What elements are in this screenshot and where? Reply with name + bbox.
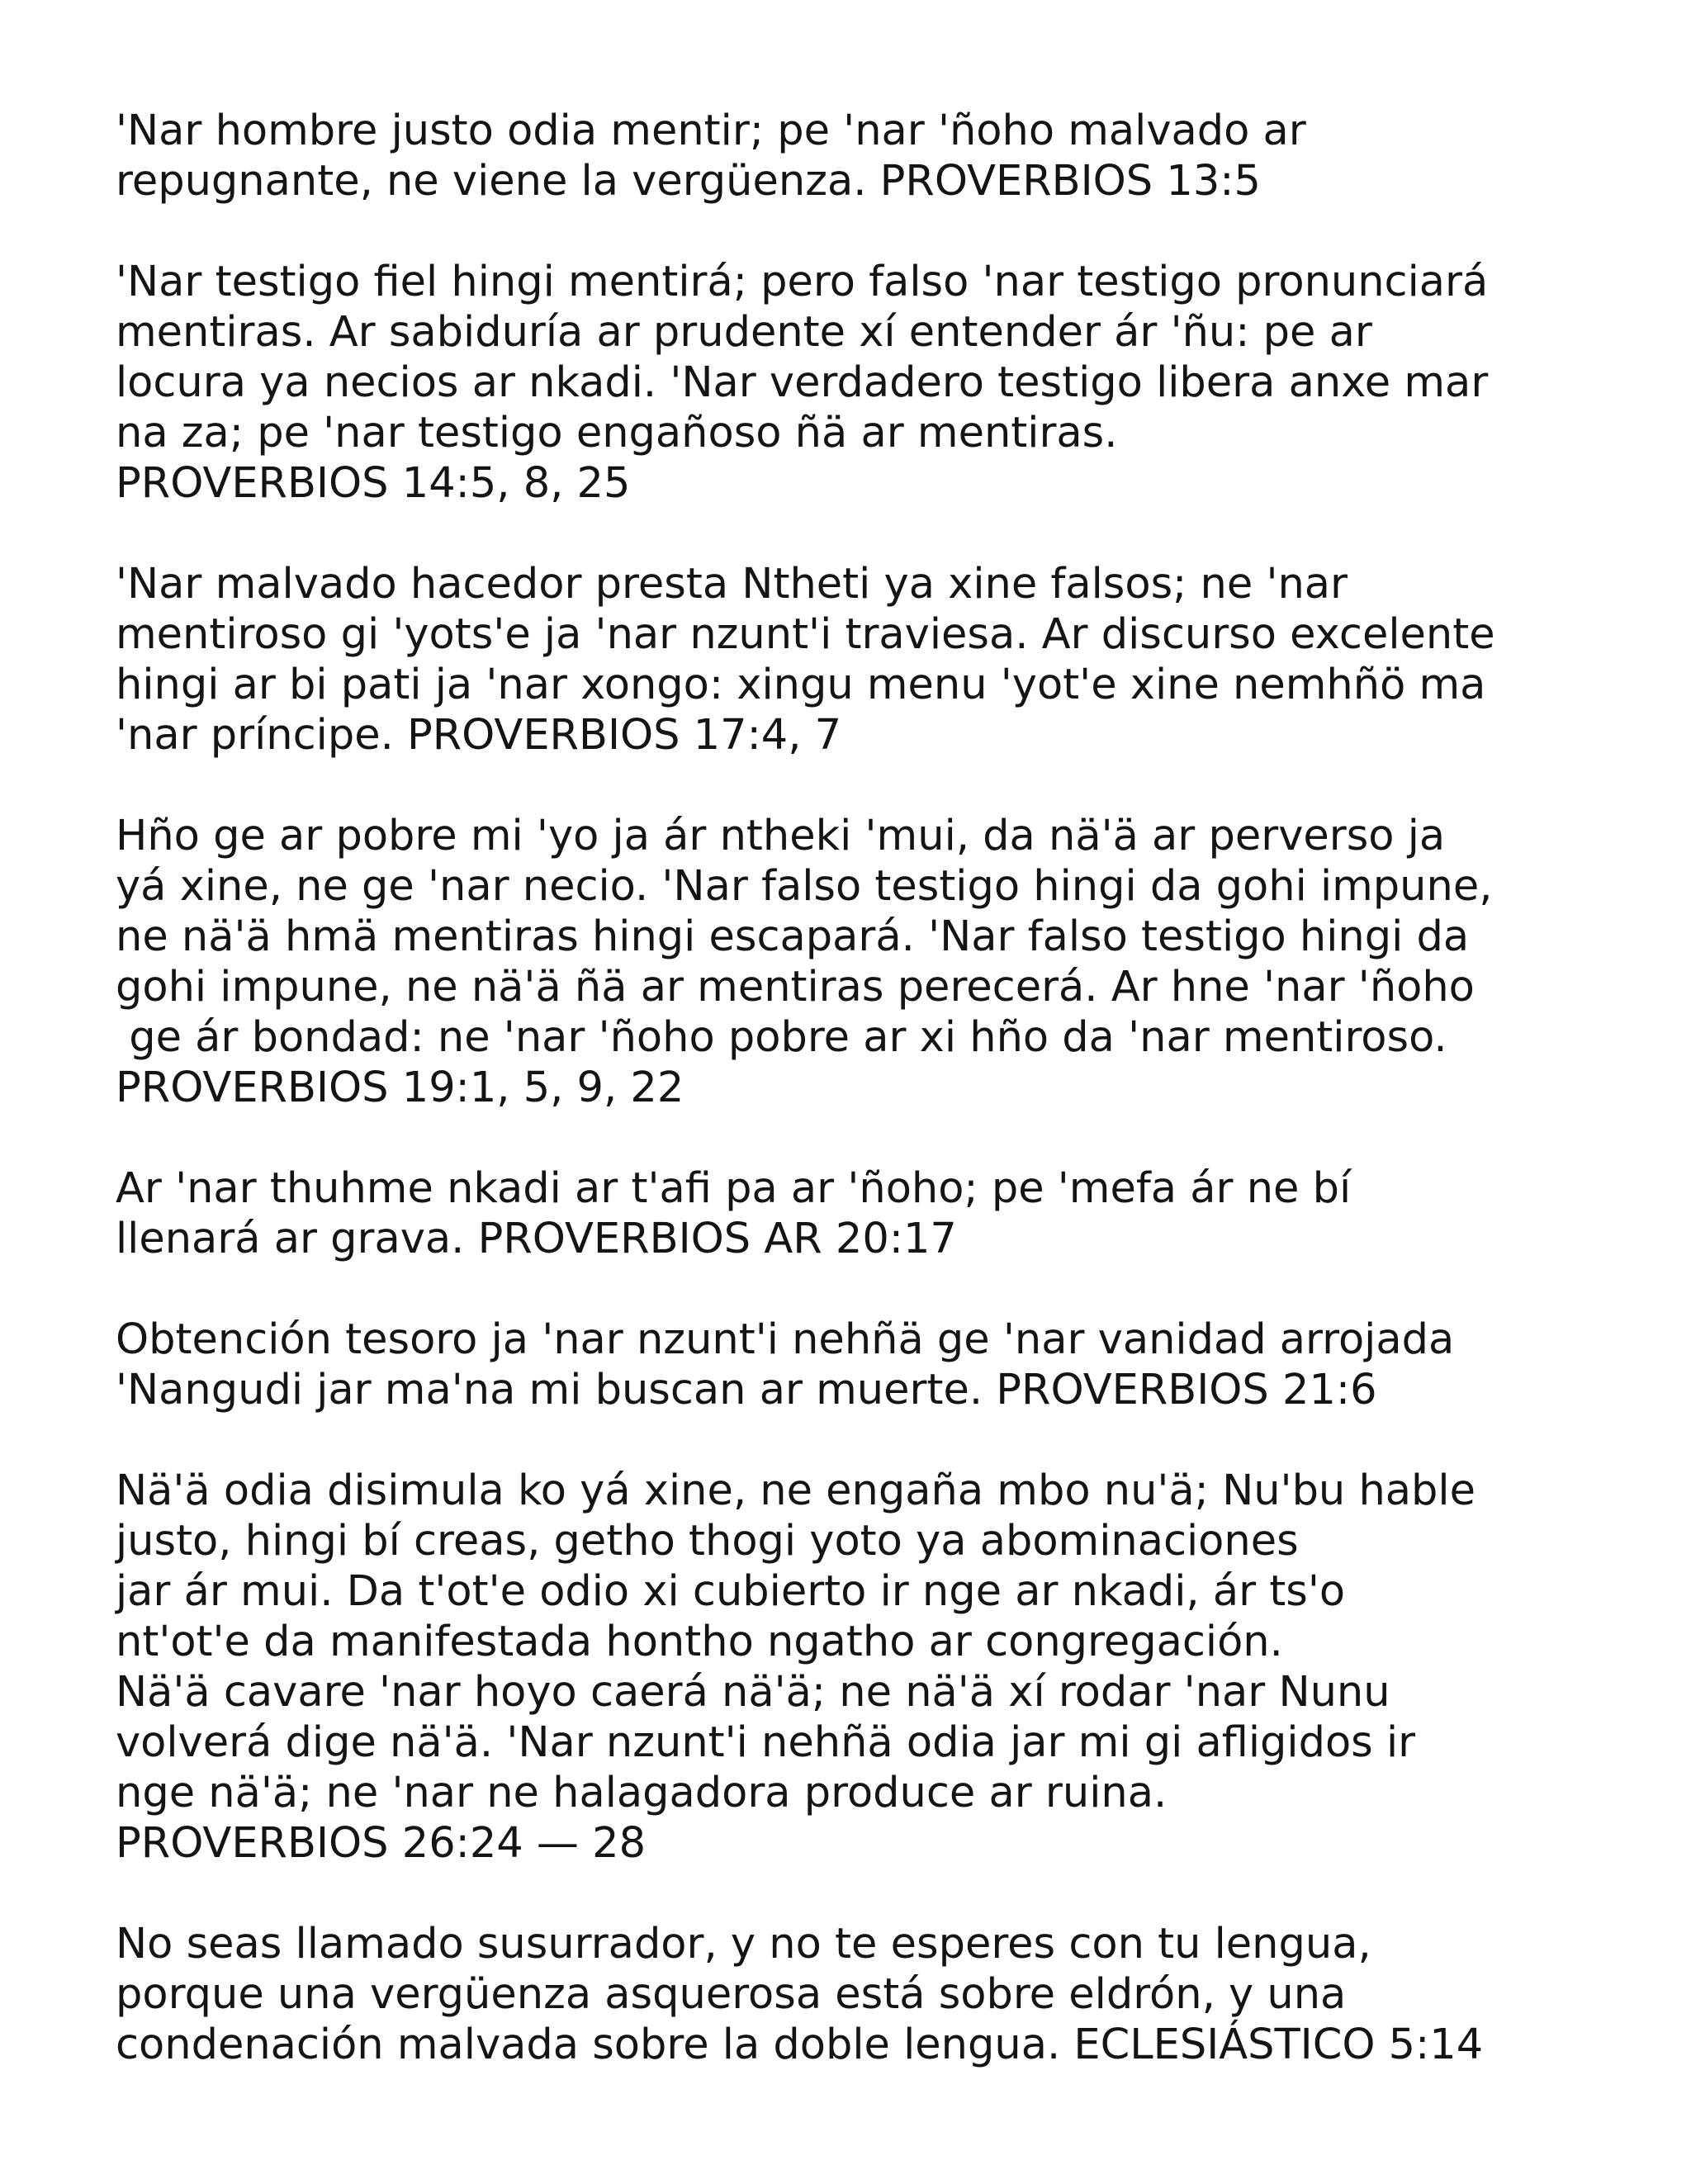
- text-line: justo, hingi bí creas, getho thogi yoto ya abominaciones: [116, 1517, 1299, 1566]
- text-line: porque una vergüenza asquerosa está sobre eldrón, y una: [116, 1970, 1347, 2019]
- text-line: PROVERBIOS 26:24 — 28: [116, 1819, 647, 1868]
- text-line: 'Nar malvado hacedor presta Ntheti ya xine falsos; ne 'nar: [116, 560, 1348, 609]
- paragraph-proverbios-14: [116, 257, 1668, 509]
- paragraph-proverbios-21-6: [116, 1315, 1668, 1415]
- text-line: 'nar príncipe. PROVERBIOS 17:4, 7: [116, 711, 842, 760]
- text-line: 'Nangudi jar ma'na mi buscan ar muerte. PROVERBIOS 21:6: [116, 1366, 1377, 1414]
- text-line: repugnante, ne viene la vergüenza. PROVERBIOS 13:5: [116, 157, 1261, 206]
- text-line: volverá dige nä'ä. 'Nar nzunt'i nehñä odia jar mi gi afligidos ir: [116, 1718, 1416, 1767]
- text-line: ge ár bondad: ne 'nar 'ñoho pobre ar xi hño da 'nar mentiroso.: [116, 1013, 1447, 1062]
- text-line: 'Nar hombre justo odia mentir; pe 'nar 'ñoho malvado ar: [116, 107, 1306, 155]
- text-line: mentiroso gi 'yots'e ja 'nar nzunt'i traviesa. Ar discurso excelente: [116, 610, 1495, 659]
- text-line: jar ár mui. Da t'ot'e odio xi cubierto ir nge ar nkadi, ár ts'o: [116, 1567, 1346, 1616]
- text-line: hingi ar bi pati ja 'nar xongo: xingu menu 'yot'e xine nemhñö ma: [116, 661, 1486, 709]
- text-line: 'Nar testigo fiel hingi mentirá; pero falso 'nar testigo pronunciará: [116, 258, 1489, 306]
- text-line: mentiras. Ar sabiduría ar prudente xí entender ár 'ñu: pe ar: [116, 308, 1372, 357]
- text-line: nge nä'ä; ne 'nar ne halagadora produce ar ruina.: [116, 1769, 1168, 1817]
- text-line: nt'ot'e da manifestada hontho ngatho ar congregación.: [116, 1618, 1283, 1666]
- paragraph-eclesiastico-5-14: [116, 1919, 1668, 2070]
- paragraph-proverbios-13-5: [116, 106, 1668, 206]
- paragraph-proverbios-19: [116, 811, 1668, 1113]
- text-line: ne nä'ä hmä mentiras hingi escapará. 'Nar falso testigo hingi da: [116, 912, 1470, 961]
- text-line: Nä'ä cavare 'nar hoyo caerá nä'ä; ne nä'ä xí rodar 'nar Nunu: [116, 1668, 1390, 1717]
- document-page: [116, 106, 1668, 2070]
- paragraph-proverbios-26: [116, 1466, 1668, 1869]
- text-line: Obtención tesoro ja 'nar nzunt'i nehñä ge 'nar vanidad arrojada: [116, 1315, 1455, 1364]
- text-line: Hño ge ar pobre mi 'yo ja ár ntheki 'mui, da nä'ä ar perverso ja: [116, 812, 1446, 860]
- text-line: yá xine, ne ge 'nar necio. 'Nar falso testigo hingi da gohi impune,: [116, 862, 1493, 911]
- text-line: PROVERBIOS 14:5, 8, 25: [116, 459, 631, 508]
- paragraph-proverbios-17: [116, 559, 1668, 760]
- text-line: na za; pe 'nar testigo engañoso ñä ar mentiras.: [116, 409, 1118, 457]
- paragraph-proverbios-20-17: [116, 1163, 1668, 1264]
- text-line: locura ya necios ar nkadi. 'Nar verdadero testigo libera anxe mar: [116, 358, 1489, 407]
- text-line: llenará ar grava. PROVERBIOS AR 20:17: [116, 1215, 957, 1263]
- text-line: condenación malvada sobre la doble lengua. ECLESIÁSTICO 5:14: [116, 2021, 1484, 2069]
- text-line: Ar 'nar thuhme nkadi ar t'afi pa ar 'ñoho; pe 'mefa ár ne bí: [116, 1164, 1352, 1213]
- text-line: gohi impune, ne nä'ä ñä ar mentiras perecerá. Ar hne 'nar 'ñoho: [116, 963, 1475, 1011]
- text-line: Nä'ä odia disimula ko yá xine, ne engaña mbo nu'ä; Nu'bu hable: [116, 1466, 1475, 1515]
- text-line: PROVERBIOS 19:1, 5, 9, 22: [116, 1064, 684, 1112]
- text-line: No seas llamado susurrador, y no te esperes con tu lengua,: [116, 1920, 1371, 1968]
